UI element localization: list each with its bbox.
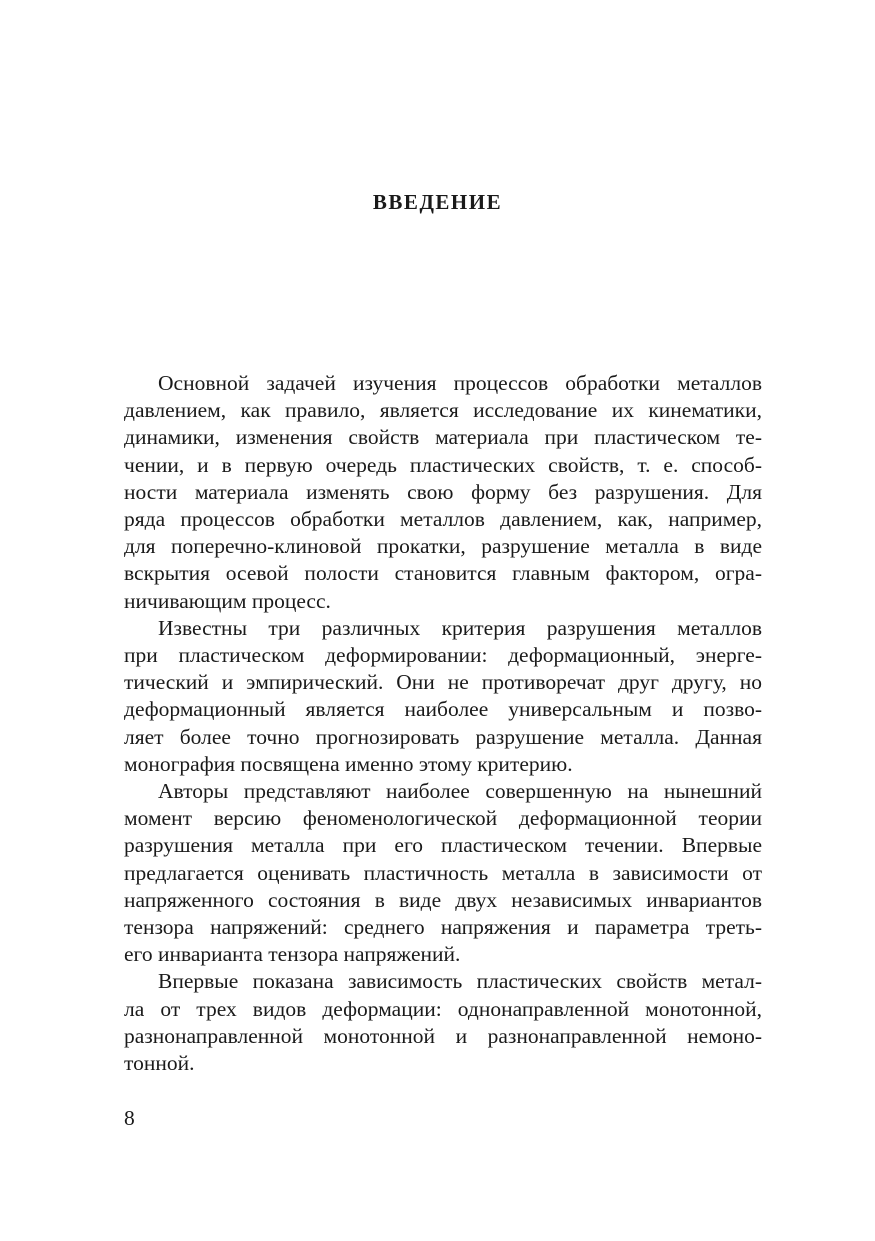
text-line: Впервые показана зависимость пластических свойств метал-: [158, 969, 762, 994]
text-line: Основной задачей изучения процессов обработки металлов: [158, 371, 762, 395]
page-heading: ВВЕДЕНИЕ: [372, 190, 503, 214]
text-line: тензора напряжений: среднего напряжения и параметра треть-: [124, 915, 762, 940]
text-line: Авторы представляют наиболее совершенную на нынешний: [158, 779, 762, 804]
page-number: 8: [124, 1106, 135, 1130]
text-line: чении, и в первую очередь пластических свойств, т. е. способ-: [124, 452, 762, 477]
paragraph: [124, 615, 762, 778]
paragraph: [124, 778, 762, 968]
text-line: ничивающим процесс.: [124, 588, 331, 613]
text-line: динамики, изменения свойств материала при пластическом те-: [124, 425, 762, 450]
paragraph: [124, 370, 762, 615]
text-line: его инварианта тензора напряжений.: [124, 942, 461, 967]
text-line: ряда процессов обработки металлов давлением, как, например,: [124, 507, 762, 532]
text-line: разрушения металла при его пластическом течении. Впервые: [124, 833, 762, 858]
text-line: давлением, как правило, является исследование их кинематики,: [124, 398, 762, 423]
text-line: тический и эмпирический. Они не противоречат друг другу, но: [124, 670, 762, 695]
text-line: ляет более точно прогнозировать разрушение металла. Данная: [124, 724, 762, 749]
text-line: момент версию феноменологической деформационной теории: [124, 806, 762, 831]
body-text: [124, 370, 762, 1077]
paragraph: [124, 968, 762, 1077]
text-line: для поперечно-клиновой прокатки, разрушение металла в виде: [124, 534, 762, 559]
text-line: тонной.: [124, 1051, 195, 1076]
text-line: деформационный является наиболее универсальным и позво-: [124, 697, 762, 722]
text-line: при пластическом деформировании: деформационный, энерге-: [124, 643, 762, 668]
text-line: ности материала изменять свою форму без разрушения. Для: [124, 479, 762, 504]
text-line: предлагается оценивать пластичность металла в зависимости от: [124, 860, 762, 885]
text-line: напряженного состояния в виде двух независимых инвариантов: [124, 887, 762, 912]
text-line: ла от трех видов деформации: однонаправленной монотонной,: [124, 996, 762, 1021]
text-line: Известны три различных критерия разрушения металлов: [158, 615, 762, 640]
text-line: монография посвящена именно этому критерию.: [124, 751, 573, 776]
text-line: разнонаправленной монотонной и разнонаправленной немоно-: [124, 1023, 762, 1048]
text-line: вскрытия осевой полости становится главным фактором, огра-: [124, 561, 762, 586]
